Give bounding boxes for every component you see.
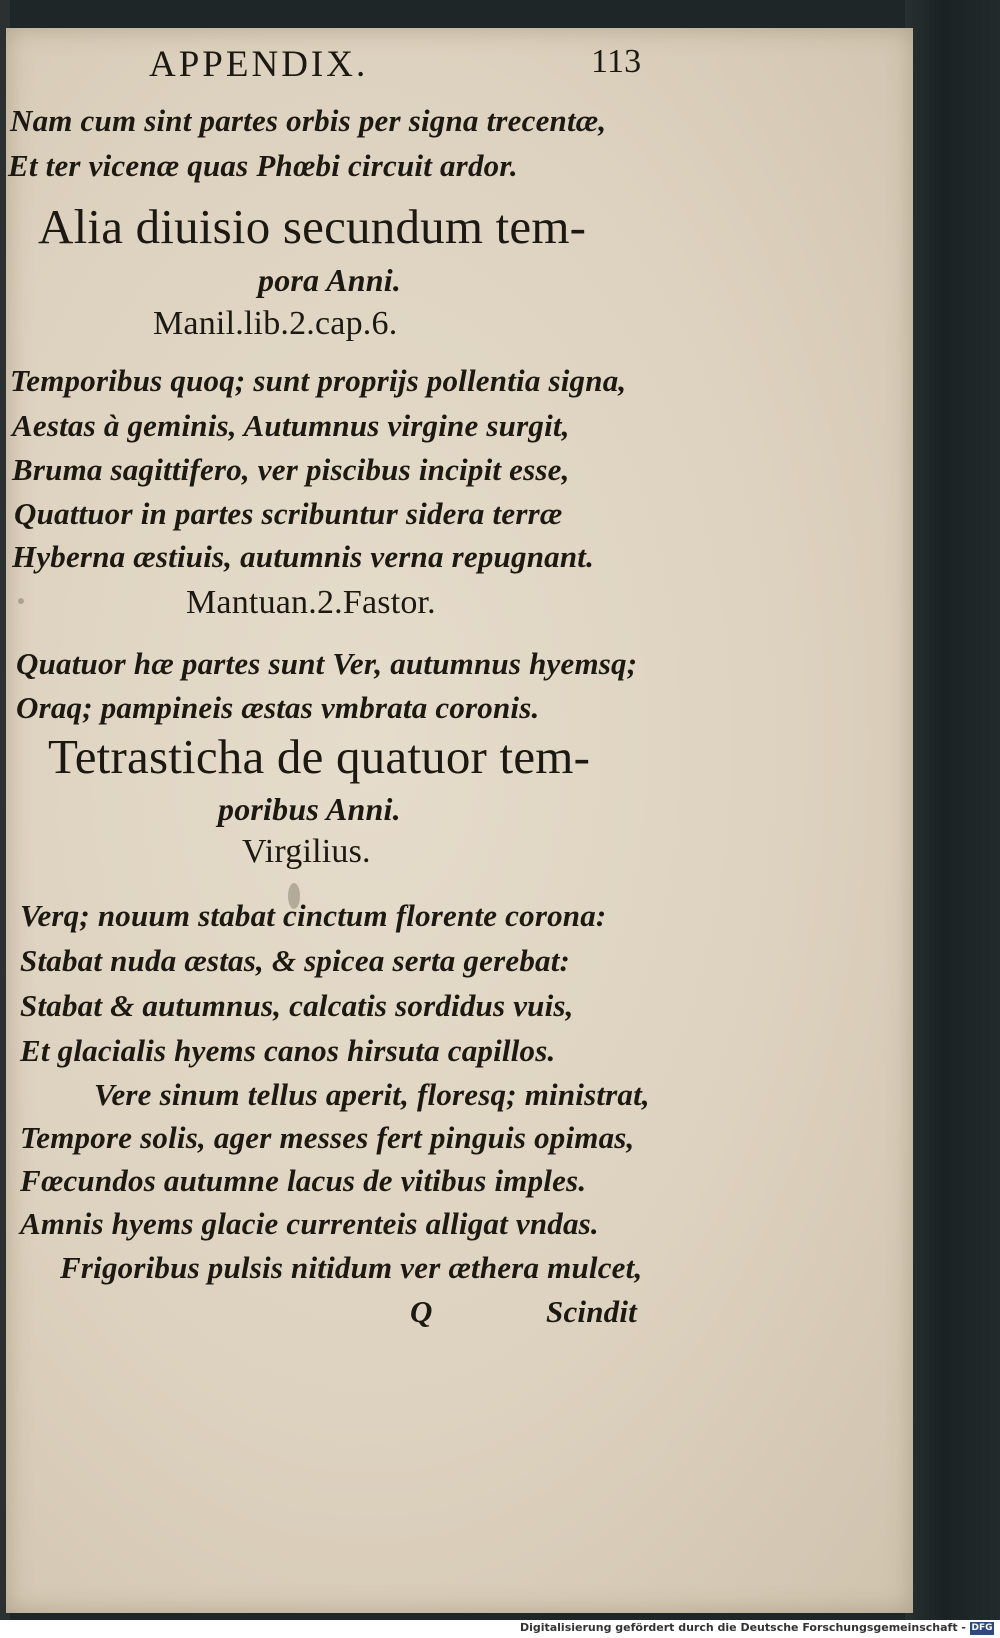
verse-line: Hyberna æstiuis, autumnis verna repugnant. — [12, 539, 595, 574]
source-citation: Manil.lib.2.cap.6. — [153, 305, 398, 342]
source-citation: Virgilius. — [242, 833, 371, 870]
verse-line: Frigoribus pulsis nitidum ver æthera mulcet, — [60, 1250, 643, 1285]
section-heading: Tetrasticha de quatuor tem- — [48, 729, 591, 784]
book-page — [6, 28, 913, 1613]
ink-spot — [288, 883, 300, 909]
book-binding — [905, 0, 1000, 1620]
verse-line: Amnis hyems glacie currenteis alligat vndas. — [20, 1206, 599, 1241]
ink-spot — [18, 598, 24, 604]
verse-line: Bruma sagittifero, ver piscibus incipit esse, — [12, 452, 570, 487]
verse-line: Vere sinum tellus aperit, floresq; ministrat, — [94, 1077, 650, 1112]
verse-line: Quattuor in partes scribuntur sidera terræ — [14, 496, 563, 531]
section-heading: Alia diuisio secundum tem- — [38, 199, 587, 254]
verse-line: Oraq; pampineis æstas vmbrata coronis. — [16, 690, 540, 725]
section-heading-continuation: pora Anni. — [258, 262, 402, 298]
dfg-logo: DFG — [971, 1623, 993, 1633]
verse-line: Verq; nouum stabat cinctum florente corona: — [20, 898, 607, 933]
running-head: APPENDIX. — [149, 44, 369, 85]
footer-credit: Digitalisierung gefördert durch die Deutsche Forschungsgemeinschaft - — [519, 1621, 966, 1634]
verse-line: Tempore solis, ager messes fert pinguis opimas, — [20, 1120, 635, 1155]
section-heading-continuation: poribus Anni. — [218, 791, 401, 827]
page-number: 113 — [591, 43, 642, 80]
verse-line: Temporibus quoq; sunt proprijs pollentia signa, — [10, 363, 627, 398]
signature-mark: Q — [410, 1294, 433, 1329]
verse-line: Et ter vicenæ quas Phœbi circuit ardor. — [8, 148, 518, 183]
source-citation: Mantuan.2.Fastor. — [186, 584, 436, 621]
verse-line: Nam cum sint partes orbis per signa trecentæ, — [10, 103, 607, 138]
verse-line: Aestas à geminis, Autumnus virgine surgit, — [12, 408, 570, 443]
verse-line: Et glacialis hyems canos hirsuta capillos. — [20, 1033, 556, 1068]
verse-line: Stabat & autumnus, calcatis sordidus vuis, — [20, 988, 574, 1023]
verse-line: Fœcundos autumne lacus de vitibus imples. — [20, 1163, 587, 1198]
catchword: Scindit — [546, 1294, 637, 1329]
verse-line: Quatuor hæ partes sunt Ver, autumnus hyemsq; — [16, 646, 638, 681]
verse-line: Stabat nuda æstas, & spicea serta gerebat: — [20, 943, 571, 978]
